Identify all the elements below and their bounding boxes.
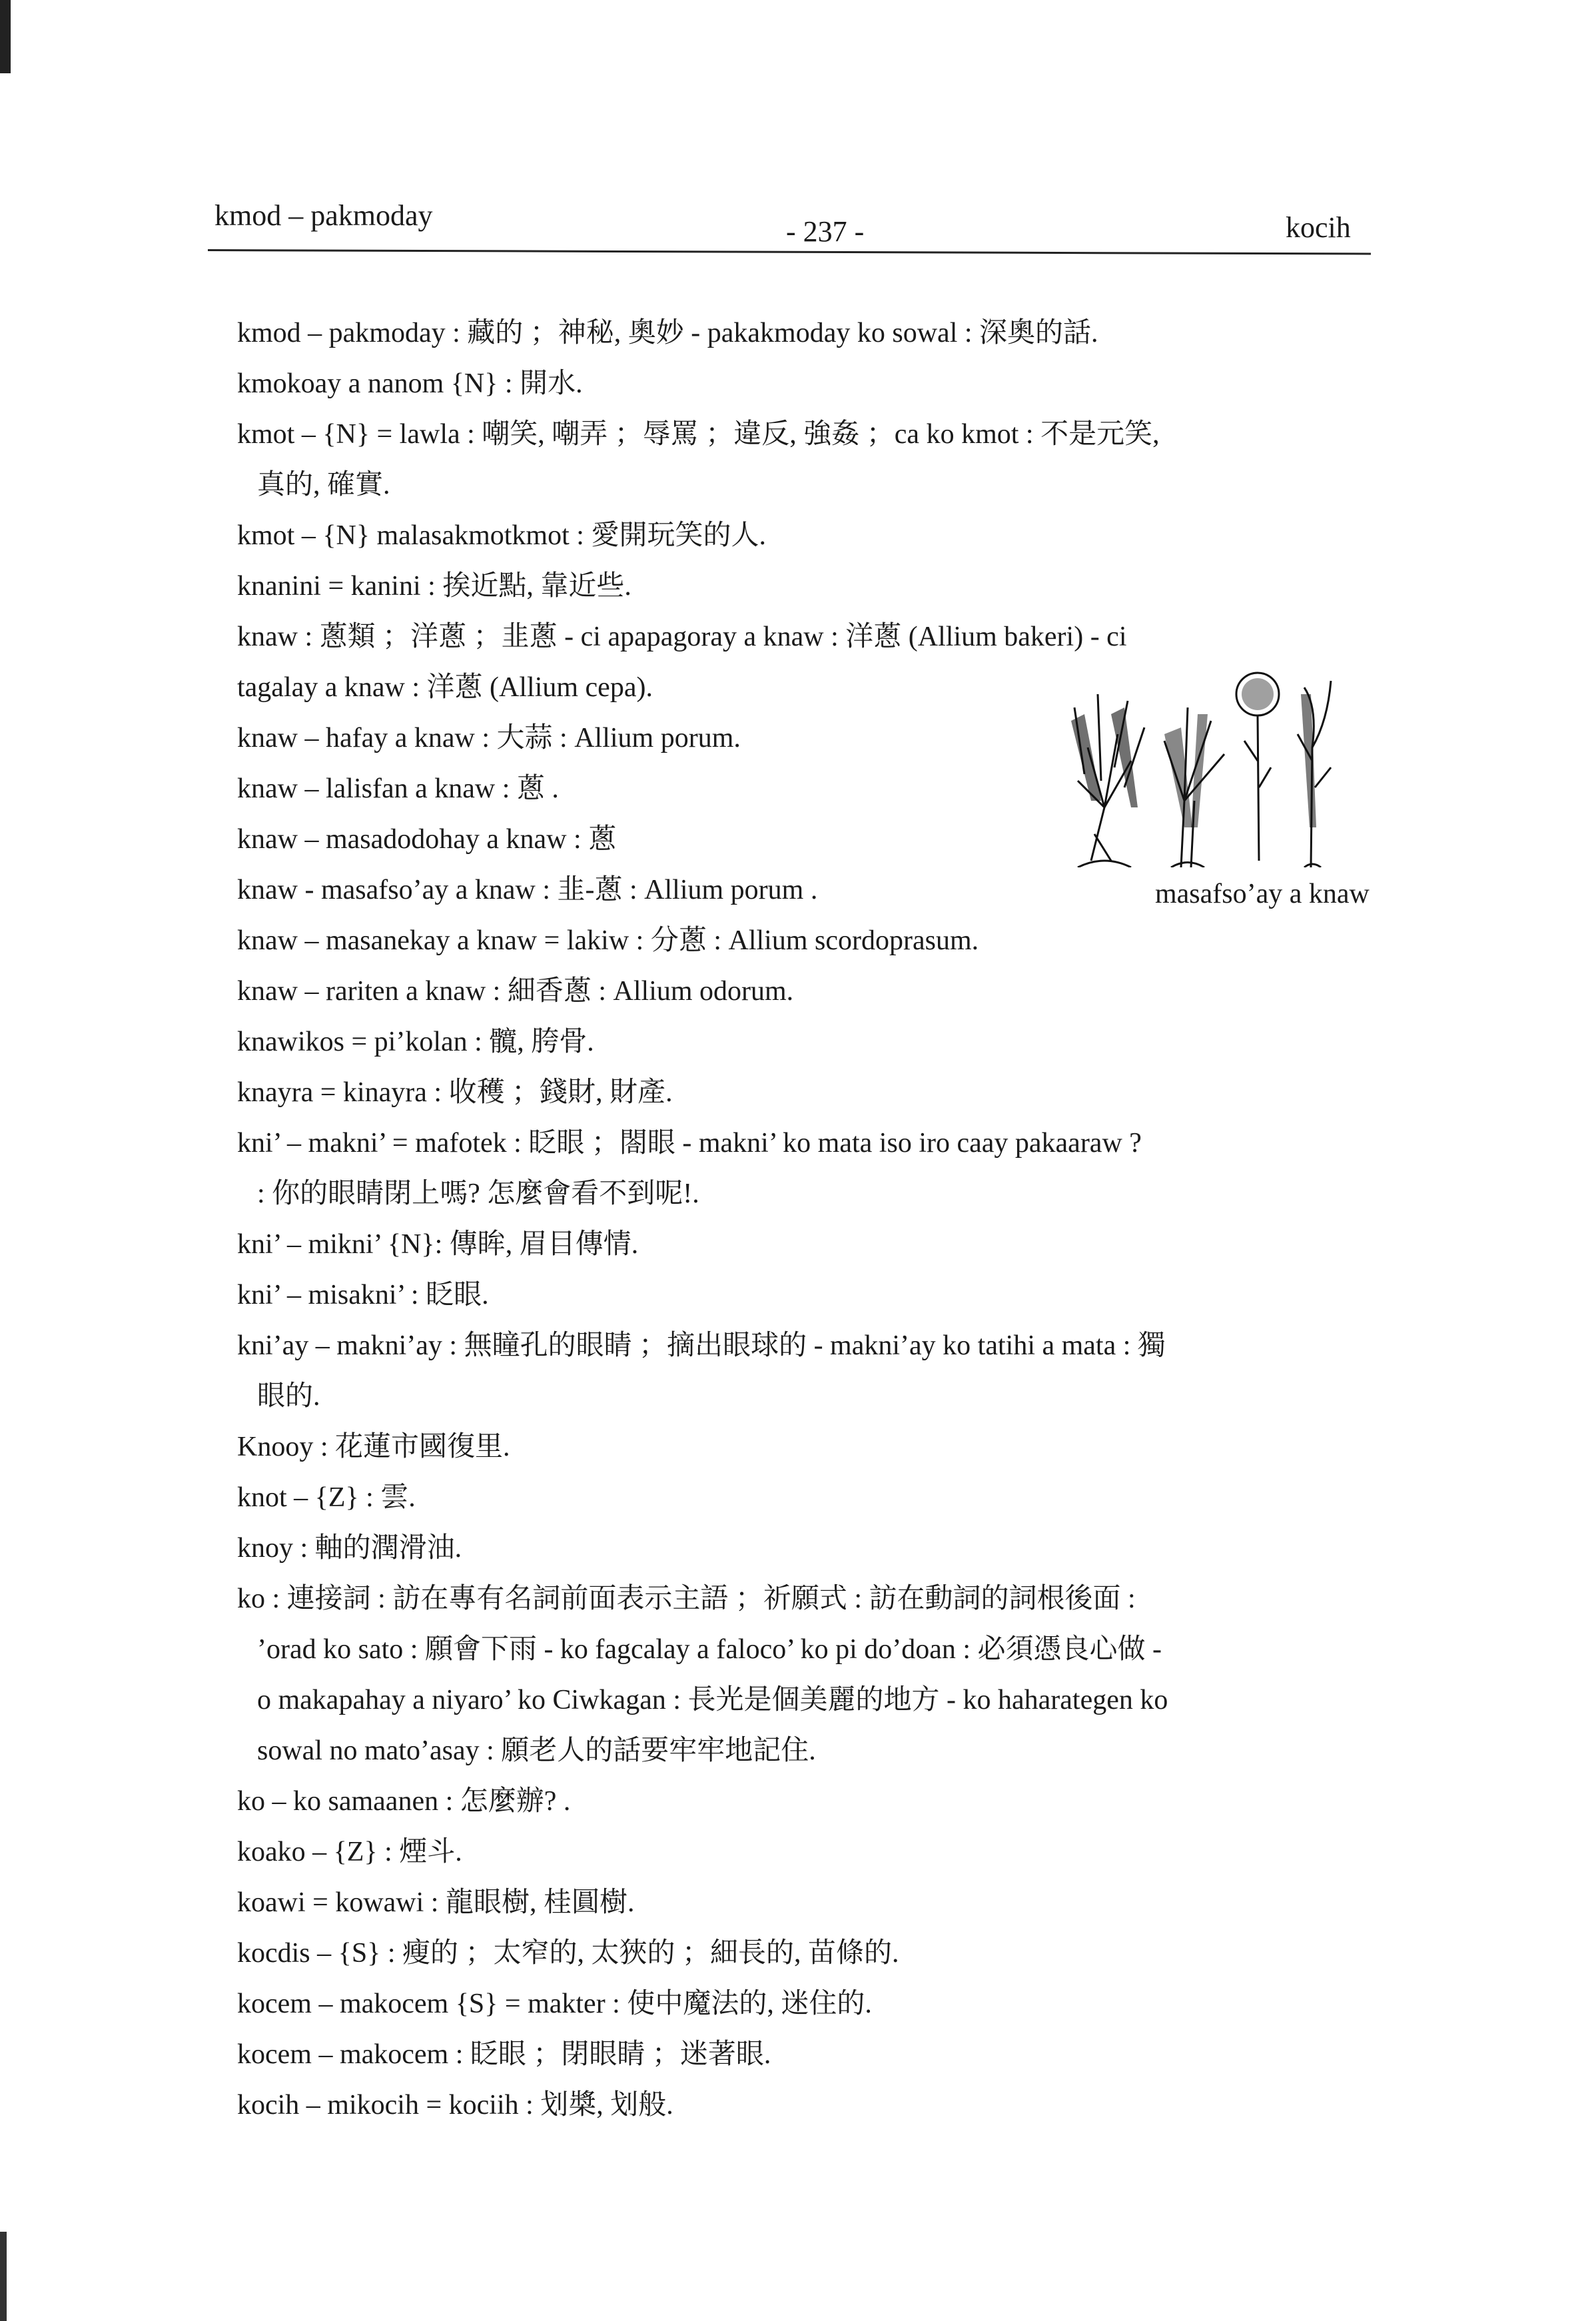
dictionary-entry <box>237 561 1423 612</box>
entry-continuation: 真的, 確實. <box>257 470 390 500</box>
entry-text: koawi = kowawi : 龍眼樹, 桂圓樹. <box>237 1887 635 1918</box>
header-rule <box>208 249 1371 254</box>
entry-text: knaw – masadodohay a knaw : 蔥 <box>237 824 617 855</box>
entry-text: kni’ – makni’ = mafotek : 眨眼 ；閤眼 - makni’ ko mata iso iro caay pakaaraw ? <box>237 1128 1142 1159</box>
dictionary-entry <box>237 966 1423 1017</box>
entry-text: ko : 連接詞 : 訪在專有名詞前面表示主語 ；祈願式 : 訪在動詞的詞根後面 : <box>237 1584 1136 1614</box>
dictionary-entry <box>237 1877 1423 1928</box>
dictionary-entry <box>237 409 1423 510</box>
entry-text: kocdis – {S} : 瘦的 ；太窄的, 太狹的 ；細長的, 苗條的. <box>237 1938 899 1969</box>
entry-text: kocem – makocem {S} = makter : 使中魔法的, 迷住的. <box>237 1989 872 2019</box>
dictionary-entry <box>237 1270 1423 1320</box>
entry-text: tagalay a knaw : 洋蔥 (Allium cepa). <box>237 672 653 703</box>
dictionary-entry <box>237 1017 1423 1067</box>
entry-list <box>237 308 1423 2130</box>
dictionary-entry <box>237 1979 1423 2029</box>
entry-continuation: 眼的. <box>257 1381 320 1412</box>
dictionary-entry <box>237 1776 1423 1827</box>
dictionary-entry <box>237 2080 1423 2130</box>
dictionary-entry <box>237 1827 1423 1877</box>
entry-continuation: o makapahay a niyaro’ ko Ciwkagan : 長光是個美麗的地方 - ko haharategen ko <box>257 1685 1168 1715</box>
entry-text: knanini = kanini : 挨近點, 靠近些. <box>237 571 631 602</box>
entry-text: kni’ – mikni’ {N}: 傳眸, 眉目傳情. <box>237 1229 639 1260</box>
entry-text: kmokoay a nanom {N} : 開水. <box>237 368 583 399</box>
entry-text: knaw : 蔥類 ；洋蔥 ；韭蔥 - ci apapagoray a knaw : 洋蔥 (Allium bakeri) - ci <box>237 622 1127 652</box>
dictionary-entry <box>237 1523 1423 1574</box>
dictionary-entry <box>237 1422 1423 1472</box>
page-number: - 237 - <box>786 215 865 248</box>
entry-continuation: : 你的眼睛閉上嗎? 怎麼會看不到呢!. <box>257 1178 699 1209</box>
dictionary-entry <box>237 1067 1423 1118</box>
scan-edge-mark <box>0 0 11 73</box>
dictionary-entry <box>237 1574 1423 1776</box>
dictionary-entry <box>237 1118 1423 1219</box>
entry-text: kmod – pakmoday : 藏的 ；神秘, 奧妙 - pakakmoday ko sowal : 深奧的話. <box>237 318 1098 348</box>
entry-text: kocem – makocem : 眨眼 ；閉眼睛 ；迷著眼. <box>237 2039 771 2070</box>
dictionary-entry <box>237 1472 1423 1523</box>
dictionary-entry <box>237 1219 1423 1270</box>
entry-text: knawikos = pi’kolan : 髖, 胯骨. <box>237 1027 594 1057</box>
entry-continuation: sowal no mato’asay : 願老人的話要牢牢地記住. <box>257 1735 816 1766</box>
dictionary-entry <box>237 1928 1423 1979</box>
entry-text: kni’ – misakni’ : 眨眼. <box>237 1280 489 1310</box>
entry-text: kmot – {N} = lawla : 嘲笑, 嘲弄 ；辱罵 ；違反, 強姦 ；ca ko kmot : 不是元笑, <box>237 419 1160 450</box>
entry-text: knaw – hafay a knaw : 大蒜 : Allium porum. <box>237 723 741 753</box>
entry-text: kmot – {N} malasakmotkmot : 愛開玩笑的人. <box>237 520 766 551</box>
dictionary-entry <box>237 1320 1423 1422</box>
header-last-entry: kocih <box>1286 211 1351 244</box>
illustration-caption: masafso’ay a knaw <box>1155 879 1370 909</box>
dictionary-entry <box>237 915 1423 966</box>
entry-continuation: ’orad ko sato : 願會下雨 - ko fagcalay a faloco’ ko pi do’doan : 必須憑良心做 - <box>257 1634 1162 1665</box>
entry-text: knayra = kinayra : 收穫 ；錢財, 財產. <box>237 1077 673 1108</box>
dictionary-entry <box>237 358 1423 409</box>
entry-text: knaw - masafso’ay a knaw : 韭-蔥 : Allium porum . <box>237 875 818 905</box>
scan-edge-mark <box>0 2232 7 2321</box>
entry-text: knaw – rariten a knaw : 細香蔥 : Allium odorum. <box>237 976 794 1007</box>
entry-text: kni’ay – makni’ay : 無瞳孔的眼睛 ；摘出眼球的 - makni’ay ko tatihi a mata : 獨 <box>237 1330 1166 1361</box>
entry-text: kocih – mikocih = kociih : 划槳, 划般. <box>237 2090 673 2120</box>
entry-text: knoy : 軸的潤滑油. <box>237 1533 462 1564</box>
dictionary-entry <box>237 2029 1423 2080</box>
entry-text: knaw – masanekay a knaw = lakiw : 分蔥 : Allium scordoprasum. <box>237 925 979 956</box>
entry-text: Knooy : 花蓮市國復里. <box>237 1432 510 1462</box>
dictionary-entry <box>237 308 1423 358</box>
entry-text: ko – ko samaanen : 怎麼辦? . <box>237 1786 571 1817</box>
dictionary-entry <box>237 510 1423 561</box>
header-first-entry: kmod – pakmoday <box>214 199 433 232</box>
entry-text: knaw – lalisfan a knaw : 蔥 . <box>237 773 559 804</box>
leek-illustration <box>1064 668 1351 867</box>
entry-text: koako – {Z} : 煙斗. <box>237 1837 462 1867</box>
dictionary-entry <box>237 612 1423 662</box>
entry-text: knot – {Z} : 雲. <box>237 1482 416 1513</box>
